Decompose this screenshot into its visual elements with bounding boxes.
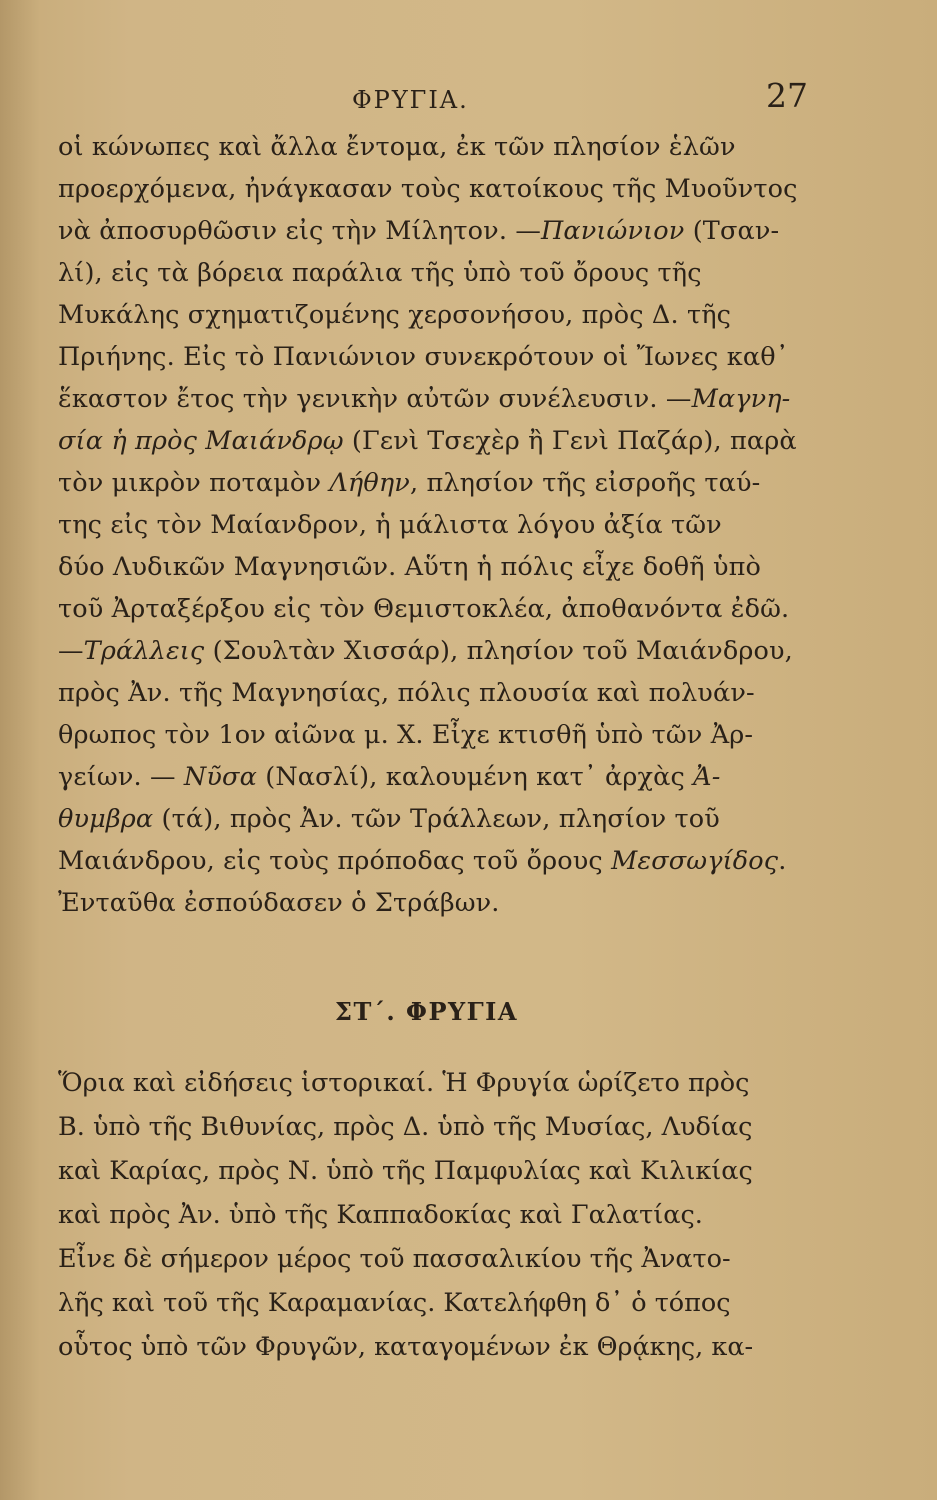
text-line: Μυκάλης σχηματιζομένης χερσονήσου, πρὸς Δ. τῆς <box>58 300 732 330</box>
text-line: γείων. — Νῦσα (Νασλί), καλουμένη κατ᾽ ἀρχὰς Ἀ- <box>58 762 721 792</box>
text-line: Μαιάνδρου, εἰς τοὺς πρόποδας τοῦ ὄρους Μεσσωγίδος. <box>58 846 787 876</box>
page-number: 27 <box>766 76 808 115</box>
text-line: λί), εἰς τὰ βόρεια παράλια τῆς ὑπὸ τοῦ ὄρους τῆς <box>58 258 702 288</box>
text-line: καὶ πρὸς Ἀν. ὑπὸ τῆς Καππαδοκίας καὶ Γαλατίας. <box>58 1200 703 1230</box>
running-title: ΦΡΥΓΙΑ. <box>352 86 469 114</box>
text-line: νὰ ἀποσυρθῶσιν εἰς τὴν Μίλητον. —Πανιώνιον (Τσαν- <box>58 216 780 246</box>
text-line: τὸν μικρὸν ποταμὸν Λήθην, πλησίον τῆς εἰσροῆς ταύ- <box>58 468 761 498</box>
text-line: λῆς καὶ τοῦ τῆς Καραμανίας. Κατελήφθη δ᾽ ὁ τόπος <box>58 1288 731 1318</box>
section-heading: ΣΤ΄. ΦΡΥΓΙΑ <box>335 997 519 1026</box>
text-line: προερχόμενα, ἠνάγκασαν τοὺς κατοίκους τῆς Μυοῦντος <box>58 174 798 204</box>
text-line: δύο Λυδικῶν Μαγνησιῶν. Αὕτη ἡ πόλις εἶχε δοθῆ ὑπὸ <box>58 552 762 582</box>
paragraph-phrygia-borders <box>58 1061 818 1369</box>
paragraph-ionia-cities <box>58 126 818 924</box>
text-line: ἕκαστον ἔτος τὴν γενικὴν αὐτῶν συνέλευσιν. —Μαγνη- <box>58 384 791 414</box>
text-line: Πριήνης. Εἰς τὸ Πανιώνιον συνεκρότουν οἱ Ἴωνες καθ᾽ <box>58 342 789 372</box>
text-line: πρὸς Ἀν. τῆς Μαγνησίας, πόλις πλουσία καὶ πολυάν- <box>58 678 755 708</box>
text-line: τοῦ Ἀρταξέρξου εἰς τὸν Θεμιστοκλέα, ἀποθανόντα ἐδῶ. <box>58 594 790 624</box>
text-line: καὶ Καρίας, πρὸς Ν. ὑπὸ τῆς Παμφυλίας καὶ Κιλικίας <box>58 1156 753 1186</box>
text-line: Εἶνε δὲ σήμερον μέρος τοῦ πασσαλικίου τῆς Ἀνατο- <box>58 1244 731 1274</box>
text-line: θυμβρα (τά), πρὸς Ἀν. τῶν Τράλλεων, πλησίον τοῦ <box>58 804 720 834</box>
text-line: Ὅρια καὶ εἰδήσεις ἱστορικαί. Ἡ Φρυγία ὡρίζετο πρὸς <box>58 1068 750 1098</box>
page-header <box>0 76 937 122</box>
page-edge-shadow <box>0 0 40 1500</box>
text-line: Ἐνταῦθα ἐσπούδασεν ὁ Στράβων. <box>58 888 500 918</box>
text-line: οὗτος ὑπὸ τῶν Φρυγῶν, καταγομένων ἐκ Θρᾴκης, κα- <box>58 1332 754 1362</box>
text-line: —Τράλλεις (Σουλτὰν Χισσάρ), πλησίον τοῦ Μαιάνδρου, <box>58 636 793 666</box>
text-line: της εἰς τὸν Μαίανδρον, ἡ μάλιστα λόγου ἀξία τῶν <box>58 510 722 540</box>
text-line: οἱ κώνωπες καὶ ἄλλα ἔντομα, ἐκ τῶν πλησίον ἑλῶν <box>58 132 736 162</box>
text-line: θρωπος τὸν 1ον αἰῶνα μ. Χ. Εἶχε κτισθῆ ὑπὸ τῶν Ἀρ- <box>58 720 754 750</box>
text-line: Β. ὑπὸ τῆς Βιθυνίας, πρὸς Δ. ὑπὸ τῆς Μυσίας, Λυδίας <box>58 1112 753 1142</box>
text-line: σία ἡ πρὸς Μαιάνδρῳ (Γενὶ Τσεχὲρ ἢ Γενὶ Παζάρ), παρὰ <box>58 426 797 456</box>
